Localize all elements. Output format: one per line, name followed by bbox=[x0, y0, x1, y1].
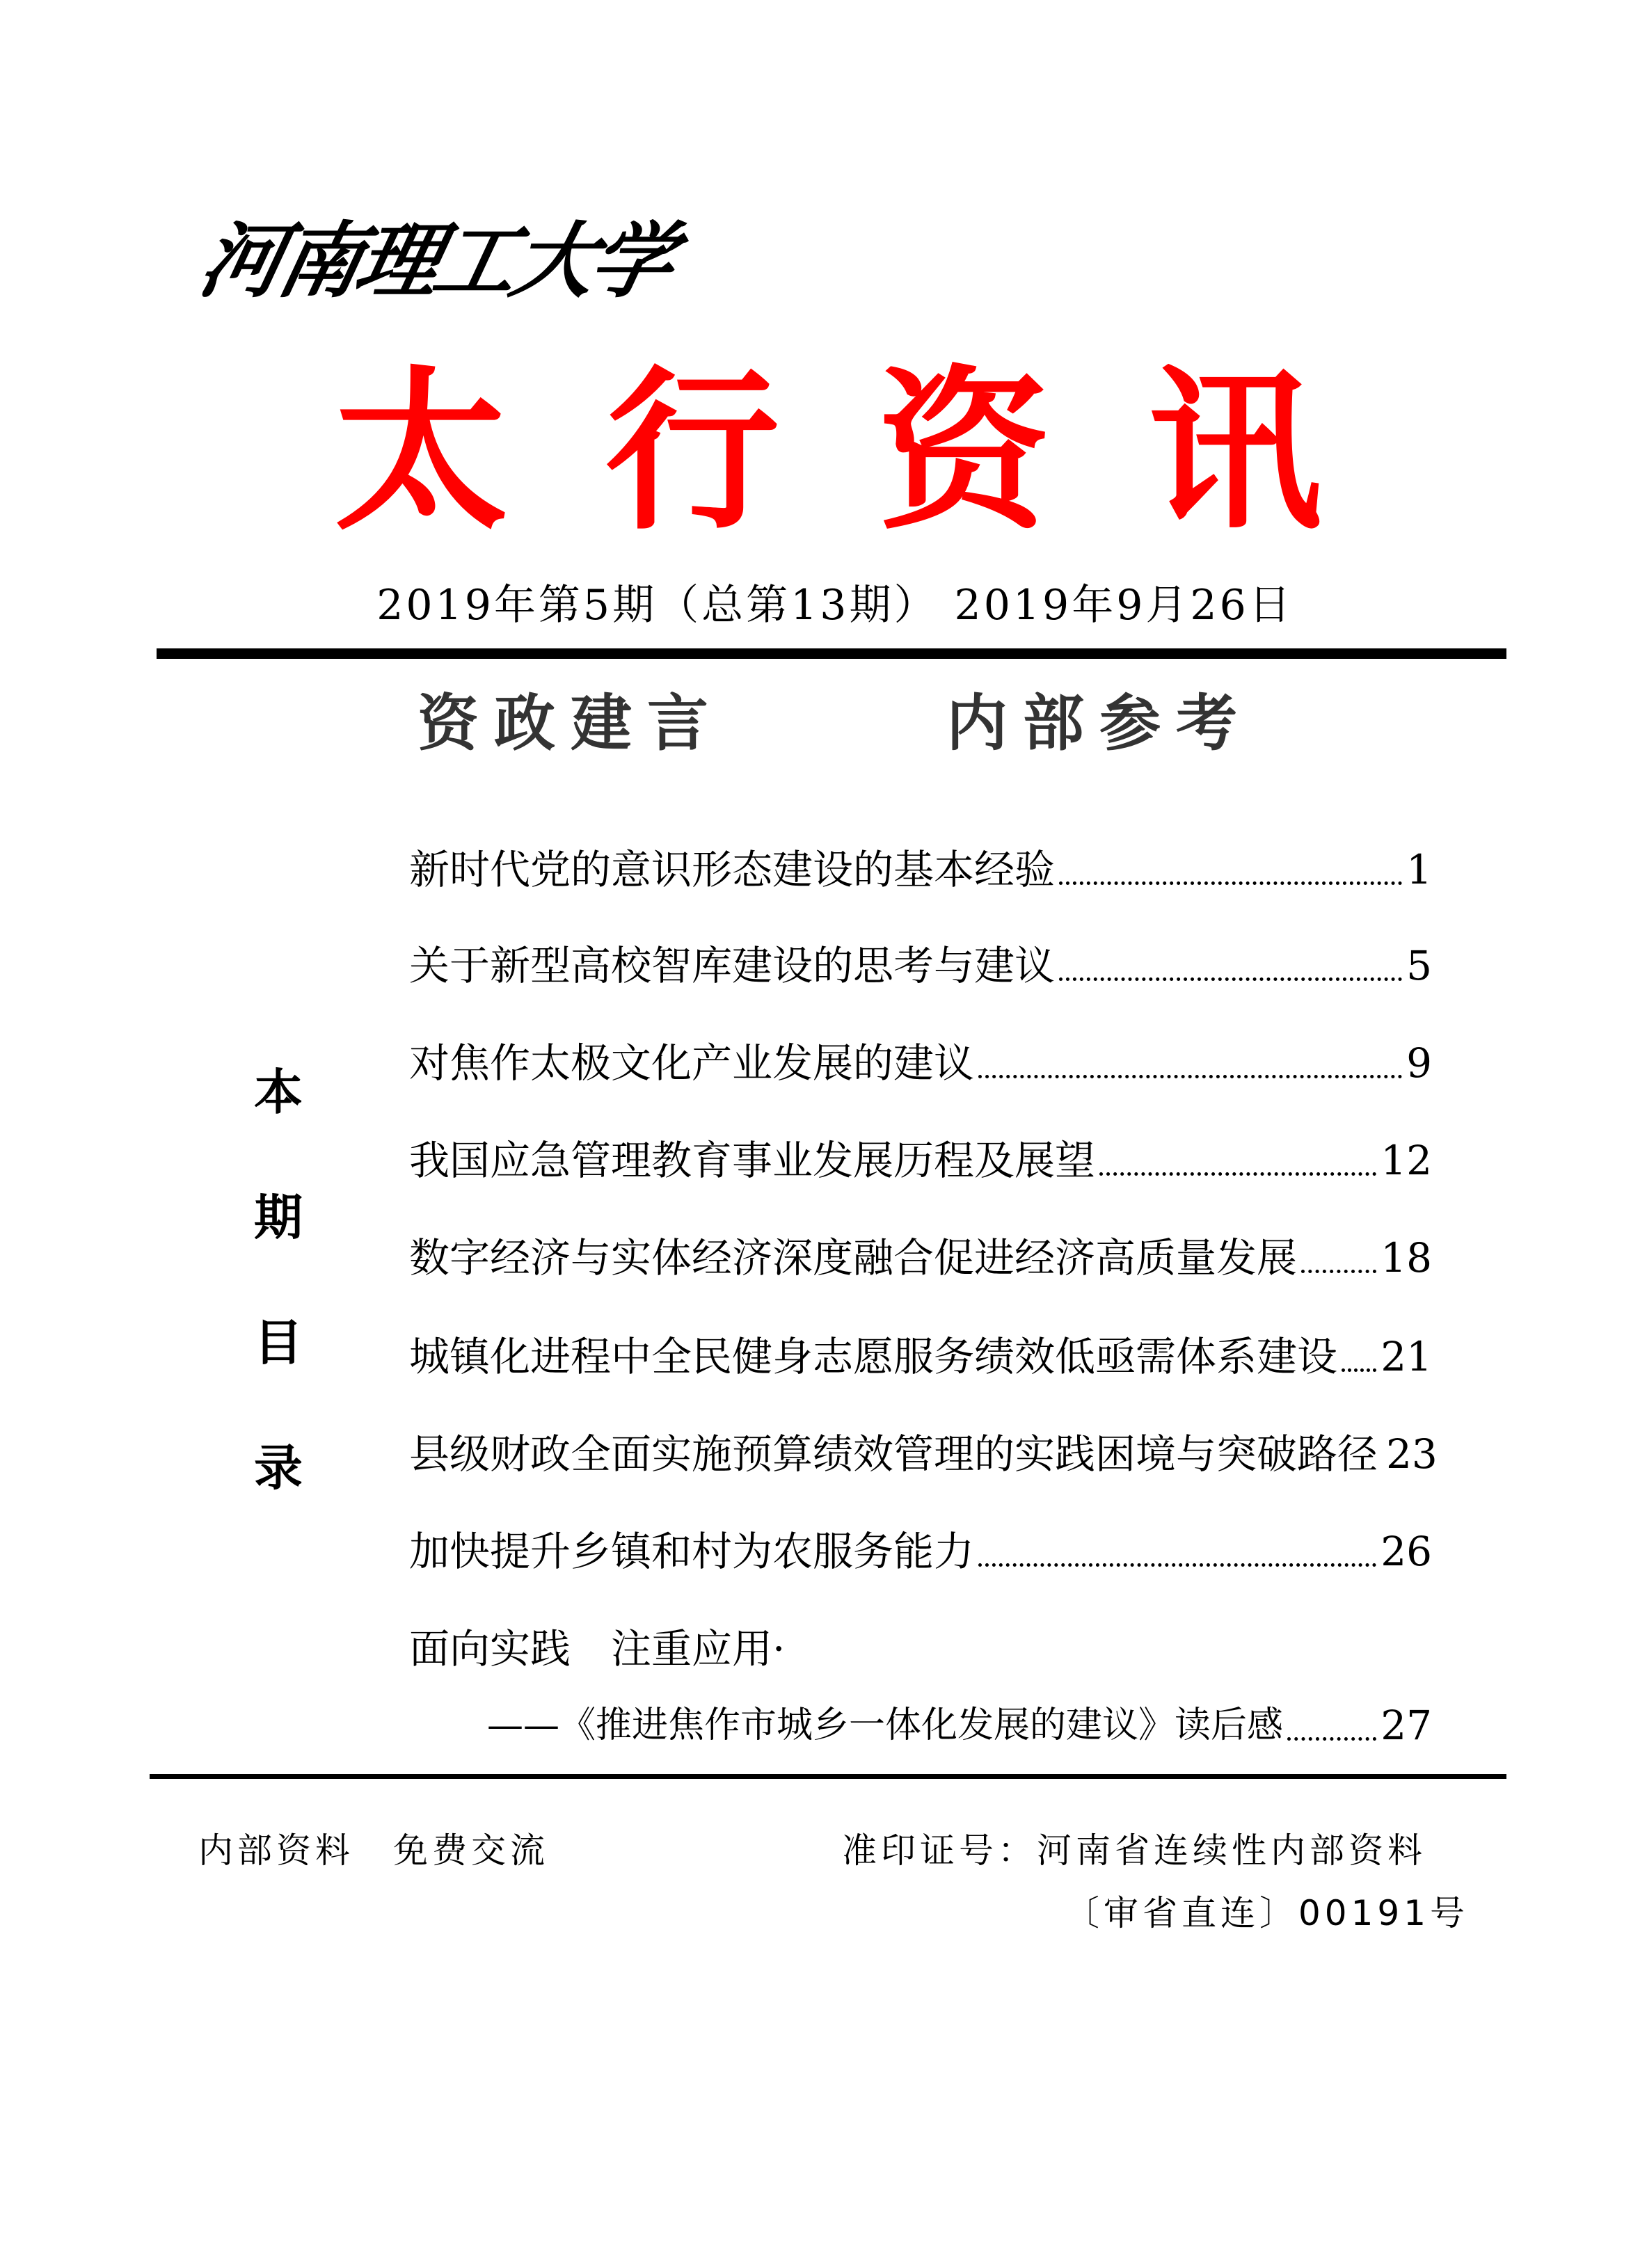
toc-entry-title[interactable]: 面向实践 注重应用· bbox=[409, 1625, 786, 1672]
toc-label bbox=[247, 1030, 310, 1531]
issue-line: 2019年第5期（总第13期） 2019年9月26日 bbox=[376, 581, 1294, 630]
footer-left: 内部资料 免费交流 bbox=[198, 1830, 549, 1871]
toc-entry[interactable] bbox=[409, 1426, 1438, 1482]
slogan-left: 资政建言 bbox=[417, 687, 724, 759]
toc-entry[interactable] bbox=[409, 1133, 1432, 1188]
toc-leader-dots bbox=[1287, 1737, 1376, 1741]
slogan bbox=[417, 685, 1252, 762]
toc-entry-title: 新时代党的意识形态建设的基本经验 bbox=[409, 846, 1056, 893]
toc-label-char: 目 bbox=[254, 1314, 303, 1371]
university-logo: 河南理工大学 bbox=[191, 212, 680, 309]
toc-entry-title: 关于新型高校智库建设的思考与建议 bbox=[409, 942, 1056, 989]
toc-entry-page: 5 bbox=[1406, 942, 1432, 989]
toc-entry[interactable] bbox=[409, 1524, 1432, 1579]
title-char: 太 bbox=[334, 351, 508, 553]
toc-entry-page: 23 bbox=[1386, 1430, 1438, 1478]
toc-leader-dots bbox=[1301, 1270, 1376, 1273]
toc-leader-dots bbox=[1342, 1368, 1376, 1372]
toc-leader-dots bbox=[1059, 881, 1402, 885]
toc-entry-page: 1 bbox=[1406, 846, 1432, 893]
toc-entry-page: 18 bbox=[1381, 1234, 1432, 1281]
toc-label-char: 录 bbox=[254, 1439, 303, 1496]
toc-leader-dots bbox=[978, 1563, 1376, 1567]
toc-label-char: 期 bbox=[254, 1189, 303, 1246]
toc-entry-title: 城镇化进程中全民健身志愿服务绩效低亟需体系建设 bbox=[409, 1333, 1338, 1380]
toc-entry-title: 我国应急管理教育事业发展历程及展望 bbox=[409, 1137, 1096, 1184]
toc-entry-title: 对焦作太极文化产业发展的建议 bbox=[409, 1039, 975, 1087]
header-divider bbox=[157, 648, 1506, 659]
title-char: 行 bbox=[605, 351, 779, 553]
toc-entry-title: 数字经济与实体经济深度融合促进经济高质量发展 bbox=[409, 1234, 1298, 1281]
toc-entry-page: 9 bbox=[1406, 1039, 1432, 1087]
toc-entry[interactable] bbox=[409, 1329, 1432, 1384]
footer-divider bbox=[150, 1774, 1506, 1779]
toc-entry-page: 21 bbox=[1381, 1333, 1432, 1380]
footer-permit-line2: 〔审省直连〕00191号 bbox=[1065, 1893, 1470, 1933]
toc-leader-dots bbox=[978, 1075, 1402, 1078]
toc-label-char: 本 bbox=[254, 1064, 303, 1121]
toc-entry-subtitle: ——《推进焦作市城乡一体化发展的建议》读后感 bbox=[487, 1704, 1284, 1746]
toc-leader-dots bbox=[1059, 977, 1402, 981]
toc-entry[interactable] bbox=[409, 1230, 1432, 1286]
toc-entry-page: 12 bbox=[1381, 1137, 1432, 1184]
footer-permit-line1: 准印证号：河南省连续性内部资料 bbox=[842, 1830, 1426, 1871]
slogan-right: 内部参考 bbox=[946, 687, 1252, 759]
toc-entry-page: 27 bbox=[1381, 1702, 1432, 1749]
toc-entry-page: 26 bbox=[1381, 1528, 1432, 1575]
toc-leader-dots bbox=[1099, 1172, 1376, 1176]
toc-entry[interactable] bbox=[409, 842, 1432, 897]
toc-entry[interactable] bbox=[409, 938, 1432, 993]
masthead-title bbox=[334, 348, 1322, 557]
toc-entry-subtitle-row[interactable] bbox=[487, 1698, 1432, 1753]
toc-entry-title: 加快提升乡镇和村为农服务能力 bbox=[409, 1528, 975, 1575]
title-char: 资 bbox=[877, 351, 1051, 553]
toc-entry[interactable] bbox=[409, 1035, 1432, 1091]
title-char: 讯 bbox=[1148, 351, 1322, 553]
toc-entry-title: 县级财政全面实施预算绩效管理的实践困境与突破路径 bbox=[409, 1430, 1378, 1478]
